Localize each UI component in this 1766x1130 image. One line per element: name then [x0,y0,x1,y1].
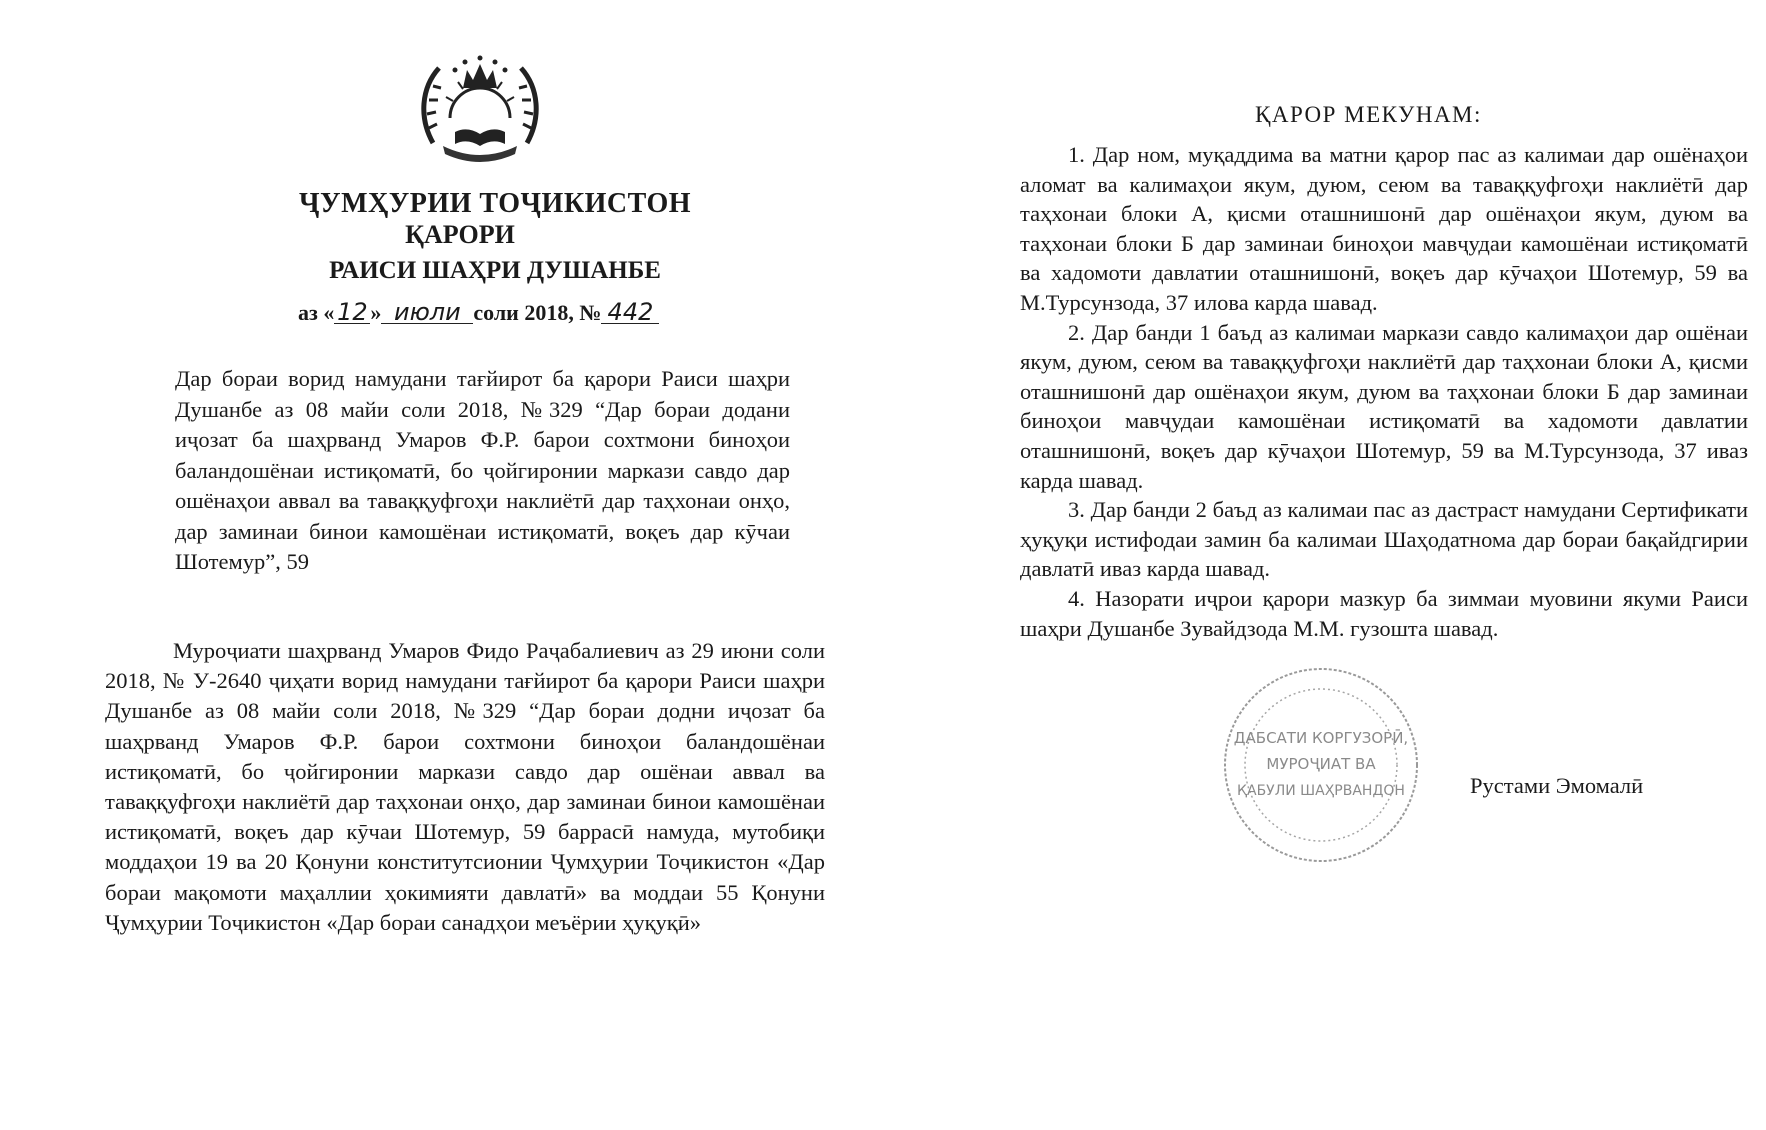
issuer-heading: РАИСИ ШАҲРИ ДУШАНБЕ [329,257,661,284]
date-year: соли 2018, № [473,300,602,325]
decision-heading: ҚАРОР МЕКУНАМ: [1255,102,1482,127]
stamp-line-3: ҚАБУЛИ ШАҲРВАНДОН [1237,783,1405,799]
country-heading: ҶУМҲУРИИ ТОҶИКИСТОН [298,188,692,219]
decision-item-1: 1. Дар ном, муқаддима ва матни қарор пас аз калимаи дар ошёнаҳои аломат ва калимаҳои якум, дуюм, сеюм ва таваққуфгоҳи наклиётӣ дар таҳхонаи блоки А, қисми оташнишонӣ дар ошёнаҳои якум, дуюм ва таҳхонаи блоки Б дар заминаи биноҳои мавҷудаи камошёнаи истиқоматӣ ва хадомоти давлатии оташнишонӣ, воқеъ дар кӯчаҳои Шотемур, 59 ва М.Турсунзода, 37 илова карда шавад. [1020,142,1748,315]
date-line [298,300,659,326]
stamp-line-2: МУРОҶИАТ ВА [1266,755,1376,773]
preamble-paragraph: Муроҷиати шаҳрванд Умаров Фидо Раҷабалиевич аз 29 июни соли 2018, № У-2640 ҷиҳати ворид намудани тағйирот ба қарори Раиси шаҳри Душанбе аз 08 майи соли 2018, №329 “Дар бораи додни иҷозат ба шаҳрванд Умаров Ф.Р. барои сохтмони биноҳои баландошёнаи истиқоматӣ, бо ҷойгиронии маркази савдо дар ошёнаи аввал ва таваққуфгоҳи наклиётӣ дар таҳхонаи онҳо, дар заминаи бинои камошёнаи истиқоматӣ, воқеъ дар кӯчаи Шотемур, 59 баррасӣ намуда, мутобиқи моддаҳои 19 ва 20 Қонуни конститутсионии Ҷумҳурии Тоҷикистон «Дар бораи мақомоти маҳаллии ҳокимияти давлатӣ» ва моддаи 55 Қонуни Ҷумҳурии Тоҷикистон «Дар бораи санадҳои меъёрии ҳуқуқӣ» [105,638,825,935]
decision-list [1020,140,1748,643]
date-day-handwritten: 12 [334,301,370,324]
decision-item-2: 2. Дар банди 1 баъд аз калимаи маркази савдо калимаҳои дар ошёнаи якум, дуюм, сеюм ва таваққуфгоҳи наклиётӣ дар таҳхонаи блоки А, қисми оташнишонӣ дар ошёнаҳои якум, дуюм ва таҳхонаи блоки Б дар заминаи биноҳои мавҷудаи камошёнаи истиқоматӣ ва хадомоти давлатии оташнишонӣ, воқеъ дар кӯчаҳои Шотемур, 59 ва М.Турсунзода, 37 иваз карда шавад. [1020,319,1748,493]
date-prefix: аз « [298,300,335,325]
decree-number-handwritten: 442 [601,301,659,324]
date-mid: » [370,300,382,325]
decree-subject: Дар бораи ворид намудани тағйирот ба қарори Раиси шаҳри Душанбе аз 08 майи соли 2018, №329 “Дар бораи додани иҷозат ба шаҳрванд Умаров Ф.Р. барои сохтмони биноҳои баландошёнаи истиқоматӣ, бо ҷойгиронии маркази савдо дар ошёнаҳои аввал ва таваққуфгоҳи наклиётӣ дар таҳхонаи онҳо, дар заминаи бинои камошёнаи истиқоматӣ, воқеъ дар кӯчаи Шотемур”, 59 [175,366,790,574]
state-emblem-icon [415,48,545,166]
doc-type-heading: ҚАРОРИ [405,220,515,249]
decision-item-4: 4. Назорати иҷрои қарори мазкур ба зиммаи муовини якуми Раиси шаҳри Душанбе Зувайдзода М.М. гузошта шавад. [1020,585,1748,641]
signatory-name: Рустами Эмомалӣ [1470,773,1644,798]
stamp-line-1: ДАБСАТИ КОРГУЗОРӢ, [1233,729,1409,747]
decision-item-3: 3. Дар банди 2 баъд аз калимаи пас аз дастраст намудани Сертификати ҳуқуқи истифодаи замин ба калимаи Шаҳодатнома дар бораи бақайдгирии давлатӣ иваз карда шавад. [1020,497,1748,582]
official-stamp [1210,665,1432,865]
date-month-handwritten: июли [381,301,473,324]
